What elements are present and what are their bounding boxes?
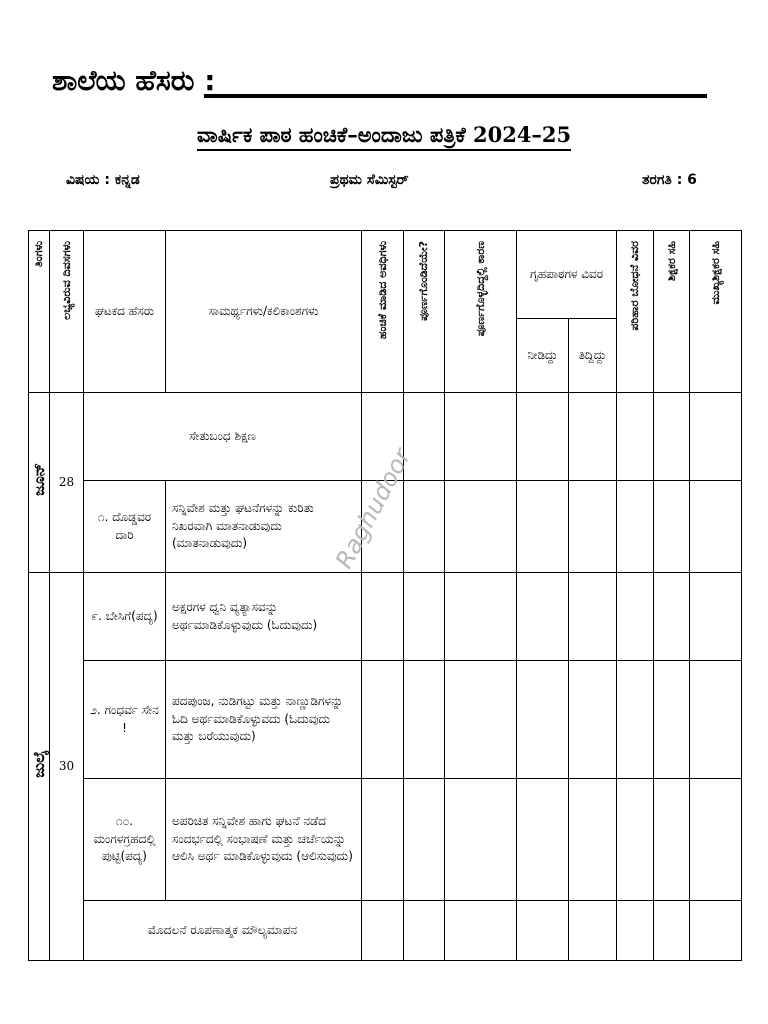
semester-label: ಪ್ರಥಮ ಸೆಮಿಸ್ಟರ್ <box>330 172 409 188</box>
col-header-available-days: ಲಭ್ಯವಿರುವ ದಿವಸಗಳು <box>50 231 84 393</box>
col-header-allotted-periods: ಹಂಚಿಕೆ ಮಾಡಿದ ಅವಧಿಗಳು <box>362 231 404 393</box>
month-cell-june: ಜೂನ್ <box>29 393 50 573</box>
col-header-homework: ಗೃಹಪಾಠಗಳ ವಿವರ <box>517 231 617 319</box>
col-header-competencies: ಸಾಮರ್ಥ್ಯಗಳು/ಕಲಿಕಾಂಶಗಳು <box>166 231 362 393</box>
col-header-hm-sign: ಮುಖ್ಯಶಿಕ್ಷಕರ ಸಹಿ <box>690 231 742 393</box>
table-row <box>29 901 742 961</box>
subject-label: ವಿಷಯ : ಕನ್ನಡ <box>66 172 140 188</box>
col-header-unit-name: ಘಟಕದ ಹೆಸರು <box>84 231 166 393</box>
competency-cell: ಅಪರಿಚಿತ ಸನ್ನಿವೇಶ ಹಾಗು ಘಟನೆ ನಡೆದ ಸಂದರ್ಭದಲ್ಲಿ ಸಂಭಾಷಣೆ ಮತ್ತು ಚರ್ಚೆಯನ್ನು ಆಲಿಸಿ ಅರ್ಥ ಮಾಡಿಕೊಳ್ಳುವುದು (ಆಲಿಸುವುದು) <box>166 779 362 901</box>
col-header-homework-given: ನೀಡಿದ್ದು <box>517 319 569 393</box>
table-row <box>29 779 742 901</box>
month-cell-july: ಜುಲೈ <box>29 573 50 961</box>
days-cell-june: 28 <box>50 393 84 573</box>
competency-cell: ಅಕ್ಷರಗಳ ಧ್ವನಿ ವ್ಯತ್ಯಾಸವನ್ನು ಅರ್ಥಮಾಡಿಕೊಳ್ಳುವುದು (ಓದುವುದು) <box>166 573 362 661</box>
document-title: ವಾರ್ಷಿಕ ಪಾಠ ಹಂಚಿಕೆ–ಅಂದಾಜು ಪತ್ರಿಕೆ 2024–25 <box>197 122 571 151</box>
competency-cell: ಸನ್ನಿವೇಶ ಮತ್ತು ಘಟನೆಗಳನ್ನು ಕುರಿತು ನಿಖರವಾಗಿ ಮಾತನಾಡುವುದು (ಮಾತನಾಡುವುದು) <box>166 481 362 573</box>
unit-cell: ೨. ಗಂಧರ್ವ ಸೇನ ! <box>84 661 166 779</box>
formative-assessment-title: ಮೊದಲನೆ ರೂಪಣಾತ್ಮಕ ಮೌಲ್ಯಮಾಪನ <box>84 901 362 961</box>
col-header-teacher-sign: ಶಿಕ್ಷಕರ ಸಹಿ <box>654 231 690 393</box>
table-row <box>29 661 742 779</box>
col-header-homework-corrected: ತಿದ್ದಿದ್ದು <box>569 319 617 393</box>
document-title-wrap <box>0 122 768 148</box>
col-header-month: ತಿಂಗಳು <box>29 231 50 393</box>
days-cell-july: 30 <box>50 573 84 961</box>
unit-cell: ೯. ಬೇಸಿಗೆ(ಪದ್ಯ) <box>84 573 166 661</box>
school-name-blank <box>204 94 707 98</box>
bridge-course-title: ಸೇತುಬಂಧ ಶಿಕ್ಷಣ <box>84 393 362 481</box>
school-name-label: ಶಾಲೆಯ ಹೆಸರು : <box>52 64 216 97</box>
table-row <box>29 573 742 661</box>
col-header-incomplete-reason: ಪೂರ್ಣಗೊಳ್ಳದಿದ್ದಲ್ಲಿ ಕಾರಣ <box>445 231 517 393</box>
competency-cell: ಪದಪುಂಜ, ನುಡಿಗಟ್ಟು ಮತ್ತು ನಾಣ್ಣುಡಿಗಳನ್ನು ಓದಿ ಅರ್ಥಮಾಡಿಕೊಳ್ಳುವದು (ಓದುವುದು ಮತ್ತು ಬರೆಯುವುದು) <box>166 661 362 779</box>
lesson-plan-table <box>28 230 742 961</box>
col-header-remedial: ಪರಿಹಾರ ಬೋಧನೆ ವಿವರ <box>617 231 654 393</box>
school-name-line <box>52 62 712 102</box>
unit-cell: ೧೦. ಮಂಗಳಗ್ರಹದಲ್ಲಿ ಪುಟ್ಟಿ(ಪದ್ಯ) <box>84 779 166 901</box>
watermark: Raghudoor <box>330 443 417 574</box>
table-row <box>29 481 742 573</box>
unit-cell: ೧. ದೊಡ್ಡವರ ದಾರಿ <box>84 481 166 573</box>
class-label: ತರಗತಿ : 6 <box>642 172 697 188</box>
table-row <box>29 393 742 481</box>
col-header-completed: ಪೂರ್ಣಗೊಂಡಿದೆಯೇ? <box>404 231 445 393</box>
